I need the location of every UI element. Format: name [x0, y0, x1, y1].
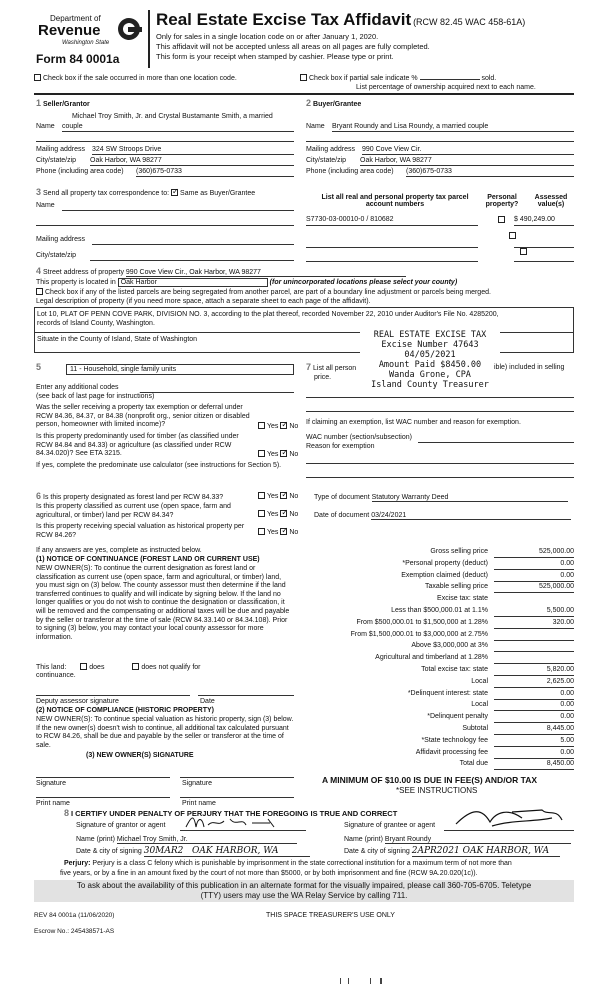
page-title: Real Estate Excise Tax Affidavit (RCW 82.45 WAC 458-61A) [156, 10, 526, 29]
partial-sale-checkbox[interactable] [300, 74, 307, 81]
personal-property-field[interactable] [306, 390, 574, 398]
revision-label: REV 84 0001a (11/06/2020) [34, 912, 115, 919]
grantor-name-row: Name (print) Michael Troy Smith, Jr. [76, 836, 297, 844]
notice3-title: (3) NEW OWNER(S) SIGNATURE [86, 752, 194, 759]
fee-row [300, 583, 574, 594]
fee-row [300, 690, 574, 701]
fee-row [300, 572, 574, 583]
partial-sale-check[interactable]: Check box if partial sale indicate % sold. [300, 74, 496, 82]
fee-label: Above $3,000,000 at 3% [411, 642, 488, 650]
fee-row [300, 619, 574, 630]
grantor-date-city-field[interactable]: 30MAR2 OAK HARBOR, WA [144, 846, 310, 857]
header-sub1: Only for sales in a single location code on or after January 1, 2020. [156, 32, 379, 41]
multi-location-checkbox[interactable] [34, 74, 41, 81]
treasurer-use-label: THIS SPACE TREASURER'S USE ONLY [266, 912, 395, 919]
property-location: This property is located in Oak Harbor (for unincorporated locations please select your county) [36, 279, 458, 286]
land-qualifies: This land: does does not qualify for [36, 664, 201, 671]
grantee-name-field[interactable]: Bryant Roundy [385, 836, 571, 844]
seller-name-line1: Michael Troy Smith, Jr. and Crystal Bustamante Smith, a married [72, 113, 273, 120]
notice2-title: (2) NOTICE OF COMPLIANCE (HISTORIC PROPERTY) [36, 707, 214, 714]
parcel-field-1[interactable]: S7730-03-00010-0 / 810682 [306, 216, 478, 226]
fee-value[interactable]: 8,445.00 [494, 725, 574, 735]
seller-mail-field[interactable]: 324 SW Stroops Drive [92, 146, 294, 155]
legal-description-box[interactable]: Lot 10, PLAT OF PENN COVE PARK, DIVISION NO. 3, according to the plat thereof, recorded November 22, 2010 under Auditor's File No. 4285200, records of Island County, Washington. [34, 307, 574, 333]
fee-value[interactable]: 2,625.00 [494, 678, 574, 688]
fee-label: Less than $500,000.01 at 1.1% [391, 607, 488, 614]
exemption-yes-no[interactable]: Yes ✓ No [258, 422, 298, 430]
current-use-yes-checkbox[interactable] [258, 510, 265, 517]
fee-row [300, 631, 574, 642]
grantee-signature-field[interactable] [444, 818, 574, 831]
buyer-heading: 2 Buyer/Grantee [306, 98, 362, 108]
fee-row [300, 666, 574, 677]
assessed-field-3[interactable] [514, 252, 574, 262]
fee-label: From $1,500,000.01 to $3,000,000 at 2.75% [350, 630, 488, 638]
fee-value[interactable]: 320.00 [494, 619, 574, 629]
fee-row [300, 678, 574, 689]
seller-city-field[interactable]: Oak Harbor, WA 98277 [90, 157, 294, 166]
escrow-number: Escrow No.: 245438571-AS [34, 928, 115, 935]
notice1-title: (1) NOTICE OF CONTINUANCE (FOREST LAND OR CURRENT USE) [36, 556, 260, 563]
parcel-field-2[interactable] [306, 238, 478, 248]
seller-name-row: Name couple [36, 123, 294, 130]
fee-row [300, 548, 574, 559]
partial-note: List percentage of ownership acquired next to each name. [356, 84, 536, 91]
assessed-field-2[interactable] [514, 238, 574, 248]
forest-yes-checkbox[interactable] [258, 492, 265, 499]
fee-label: Excise tax: state [437, 595, 488, 603]
reason-label: Reason for exemption [306, 443, 375, 450]
current-use-no-checkbox[interactable] [280, 510, 287, 517]
fee-value[interactable] [494, 654, 574, 664]
fee-row [300, 749, 574, 760]
legal-label: Legal description of property (if you need more space, attach a separate sheet to each page of the affidavit). [36, 298, 371, 305]
additional-codes-label: Enter any additional codes [36, 384, 294, 391]
fee-value[interactable]: 0.00 [494, 572, 574, 582]
exemption-question: Was the seller receiving a property tax exemption or deferral under RCW 84.36, 84.37, or 84.38 (nonprofit org., senior citizen or disabled person, homeowner with limited income)? [36, 404, 250, 428]
grantee-signature-mark [452, 806, 572, 828]
fee-label: Local [471, 701, 488, 709]
fee-label: *Personal property (deduct) [402, 559, 488, 567]
assessed-field-1[interactable]: $ 490,249.00 [514, 216, 574, 226]
dept-line2: Revenue [38, 22, 101, 39]
form-number: Form 84 0001a [36, 52, 120, 66]
fee-value[interactable]: 0.00 [494, 713, 574, 723]
additional-codes-field[interactable] [140, 384, 294, 393]
fee-label: Exemption claimed (deduct) [401, 571, 488, 579]
forest-yes-no[interactable]: Yes ✓ No [258, 492, 298, 500]
section5-num: 5 [36, 362, 42, 372]
fee-value[interactable]: 0.00 [494, 690, 574, 700]
exemption-yes-checkbox[interactable] [258, 422, 265, 429]
deputy-signature-field[interactable] [36, 688, 190, 696]
historic-yes-checkbox[interactable] [258, 528, 265, 535]
fee-value[interactable]: 525,000.00 [494, 548, 574, 558]
header-sub3: This form is your receipt when stamped by cashier. Please type or print. [156, 52, 394, 61]
current-use-question: Is this property classified as current use (open space, farm and agricultural, or timber) land per RCW 84.34? [36, 503, 231, 519]
fee-label: Gross selling price [430, 548, 488, 555]
fee-value[interactable]: 5,820.00 [494, 666, 574, 676]
exemption-no-checkbox[interactable] [280, 422, 287, 429]
revenue-swirl-icon [118, 18, 140, 40]
timber-yes-no[interactable]: Yes ✓ No [258, 450, 298, 458]
fee-label: Total excise tax: state [421, 666, 488, 673]
grantee-signature-row: Signature of grantee or agent [344, 822, 576, 829]
new-owner-signature-2[interactable] [180, 770, 294, 778]
fee-row [300, 595, 574, 606]
fee-value[interactable]: 5,500.00 [494, 607, 574, 617]
parcel-field-3[interactable] [306, 252, 478, 262]
correspondence-city-field[interactable] [90, 252, 294, 261]
grantor-signature-mark [184, 815, 284, 829]
header-divider [148, 10, 150, 68]
document-type-field[interactable]: Statutory Warranty Deed [372, 494, 568, 502]
fee-label: Total due [459, 760, 488, 768]
fee-value[interactable] [494, 631, 574, 641]
fee-row [300, 642, 574, 653]
fee-row [300, 713, 574, 724]
fee-row [300, 760, 574, 771]
parcel-col-header: List all real and personal property tax parcel account numbers [321, 194, 469, 208]
forest-question: 6 Is this property designated as forest land per RCW 84.33? [36, 491, 224, 501]
historic-question: Is this property receiving special valuation as historical property per RCW 84.26? [36, 523, 245, 539]
minimum-due: A MINIMUM OF $10.00 IS DUE IN FEE(S) AND/OR TAX [322, 775, 538, 785]
legal-description-box-2[interactable]: Situate in the County of Island, State of Washington [34, 333, 574, 353]
new-owner-print-1[interactable] [36, 790, 170, 798]
document-type: Type of document Statutory Warranty Deed [314, 494, 568, 502]
notice1-text: NEW OWNER(S): To continue the current designation as forest land or classification as current use (open space, farm and agricultural, or timber) land, you must sign on (3) below. The county assessor must then determine if the land transferred continues to qualify and will indicate by signing below. If the land no longer qualifies or you do not wish to continue the designation or classification, it will be removed and the compensating or additional taxes will be due and payable by the seller or transferor at the time of sale (RCW 84.33.140 or 84.34.108). Prior to signing (3) below, you may contact your local county assessor for more information. [36, 565, 290, 641]
fee-row [300, 725, 574, 736]
historic-yes-no[interactable]: Yes ✓ No [258, 528, 298, 536]
fee-value[interactable]: 525,000.00 [494, 583, 574, 593]
grantor-signature-row: Signature of grantor or agent [76, 822, 306, 829]
fee-value[interactable] [494, 642, 574, 652]
personal-property-list: 7 List all person [306, 362, 357, 372]
dept-line1: Department of [50, 14, 101, 23]
answers-note: If any answers are yes, complete as instructed below. [36, 547, 202, 554]
fee-label: Taxable selling price [424, 583, 488, 591]
seller-name-field[interactable]: couple [62, 123, 294, 132]
personal-col-header: Personal property? [485, 194, 519, 208]
dept-line3: Washington State [62, 40, 110, 46]
wac-number-field[interactable] [418, 434, 574, 443]
use-code-select[interactable]: 11 - Household, single family units [66, 364, 294, 375]
fee-label: *State technology fee [421, 736, 488, 744]
fee-row [300, 560, 574, 571]
grantee-date-row: Date & city of signing 2APR2021 OAK HARBOR, WA [344, 846, 560, 857]
header-sub2: This affidavit will not be accepted unless all areas on all pages are fully completed. [156, 42, 430, 51]
fee-label: *Delinquent interest: state [407, 689, 488, 697]
correspondence-mail-field[interactable] [92, 236, 294, 245]
document-date-field[interactable]: 03/24/2021 [371, 512, 571, 520]
fee-value[interactable]: 5.00 [494, 737, 574, 747]
fee-value[interactable]: 0.00 [494, 701, 574, 711]
current-use-yes-no[interactable]: Yes ✓ No [258, 510, 298, 518]
buyer-mail-field[interactable]: 990 Cove View Cir. [362, 146, 574, 155]
land-does-checkbox[interactable] [80, 663, 87, 670]
perjury-line2: five years, or by a fine in an amount fixed by the court of not more than $5000, or by both imprisonment and fine (RCW 9A.20.020(1c)). [60, 870, 478, 877]
fee-row [300, 701, 574, 712]
reason-field[interactable] [306, 456, 574, 464]
timber-no-checkbox[interactable] [280, 450, 287, 457]
scan-marks [340, 978, 400, 984]
new-owner-signature-1[interactable] [36, 770, 170, 778]
assessed-col-header: Assessed value(s) [534, 194, 568, 208]
fee-row [300, 654, 574, 665]
location-select[interactable]: Oak Harbor [118, 278, 268, 287]
accessibility-note: To ask about the availability of this publication in an alternate format for the visually impaired, please call 360-705-6705. Teletype (TTY) users may use the WA Relay Service by calling 711. [34, 880, 574, 902]
seller-heading: 1 Seller/Grantor [36, 98, 90, 108]
fee-label: From $500,000.01 to $1,500,000 at 1.28% [356, 618, 488, 626]
land-does-not-checkbox[interactable] [132, 663, 139, 670]
same-as-buyer-checkbox[interactable] [171, 189, 178, 196]
segregated-check[interactable]: Check box if any of the listed parcels are being segregated from another parcel, are part of a boundary line adjustment or parcels being merged. [36, 288, 491, 296]
see-instructions: *SEE INSTRUCTIONS [396, 786, 478, 795]
buyer-city-field[interactable]: Oak Harbor, WA 98277 [360, 157, 574, 166]
fee-value[interactable]: 0.00 [494, 749, 574, 759]
deputy-date-field[interactable] [198, 688, 294, 696]
grantee-date-city-field[interactable]: 2APR2021 OAK HARBOR, WA [412, 846, 560, 857]
certify-statement: 8 I CERTIFY UNDER PENALTY OF PERJURY THAT THE FOREGOING IS TRUE AND CORRECT [64, 808, 398, 818]
segregated-checkbox[interactable] [36, 288, 43, 295]
historic-no-checkbox[interactable] [280, 528, 287, 535]
buyer-name-field[interactable]: Bryant Roundy and Lisa Roundy, a married couple [332, 123, 574, 132]
fee-value[interactable]: 0.00 [494, 560, 574, 570]
fee-label: Affidavit processing fee [415, 748, 488, 756]
forest-no-checkbox[interactable] [280, 492, 287, 499]
fee-row [300, 607, 574, 618]
document-date: Date of document 03/24/2021 [314, 512, 571, 520]
fee-label: *Delinquent penalty [427, 713, 488, 721]
fee-value[interactable]: 8,450.00 [494, 760, 574, 770]
timber-yes-checkbox[interactable] [258, 450, 265, 457]
buyer-phone-field[interactable]: (360)675-0733 [406, 168, 574, 177]
timber-question: Is this property predominantly used for timber (as classified under RCW 84.84 and 84.33) or agriculture (as classified under RCW 84.34.020)? See ETA 3215. [36, 433, 239, 457]
fee-label: Agricultural and timberland at 1.28% [375, 654, 488, 662]
grantor-date-row: Date & city of signing 30MAR2 OAK HARBOR, WA [76, 846, 310, 857]
perjury-line1: Perjury: Perjury is a class C felony which is punishable by imprisonment in the state correctional institution for a maximum term of not more than [64, 860, 512, 867]
correspondence-name-field[interactable] [62, 202, 294, 211]
predominate-use-note: If yes, complete the predominate use calculator (see instructions for Section 5). [36, 462, 282, 469]
grantee-name-row: Name (print) Bryant Roundy [344, 836, 571, 844]
fee-row [300, 737, 574, 748]
personal-checkbox-1[interactable] [498, 216, 505, 223]
new-owner-print-2[interactable] [180, 790, 294, 798]
codes-note: (see back of last page for instructions) [36, 393, 155, 400]
treasurer-stamp: REAL ESTATE EXCISE TAX Excise Number 47643 04/05/2021 Amount Paid $8450.00 Wanda Grone, CPA Island County Treasurer [360, 330, 500, 390]
tax-correspondence: 3 Send all property tax correspondence to: ✓ Same as Buyer/Grantee [36, 187, 255, 197]
exemption-note: If claiming an exemption, list WAC number and reason for exemption. [306, 419, 521, 426]
fee-label: Local [471, 677, 488, 685]
grantor-signature-field[interactable] [180, 818, 306, 831]
seller-phone-field[interactable]: (360)675-0733 [136, 168, 294, 177]
property-street-field[interactable]: 990 Cove View Cir., Oak Harbor, WA 98277 [126, 269, 406, 277]
fee-value[interactable] [494, 595, 574, 605]
property-street: 4 Street address of property 990 Cove View Cir., Oak Harbor, WA 98277 [36, 266, 406, 277]
multi-location-check[interactable]: Check box if the sale occurred in more than one location code. [34, 74, 237, 82]
notice2-text: NEW OWNER(S): To continue special valuation as historic property, sign (3) below. If the new owner(s) doesn't wish to continue, all additional tax calculated pursuant to RCW 84.26, shall be due and payable by the seller or transferor at the time of sale. [36, 716, 294, 749]
continuance-label: continuance. [36, 672, 76, 679]
fee-label: Subtotal [462, 725, 488, 732]
grantor-name-field[interactable]: Michael Troy Smith, Jr. [117, 836, 297, 844]
